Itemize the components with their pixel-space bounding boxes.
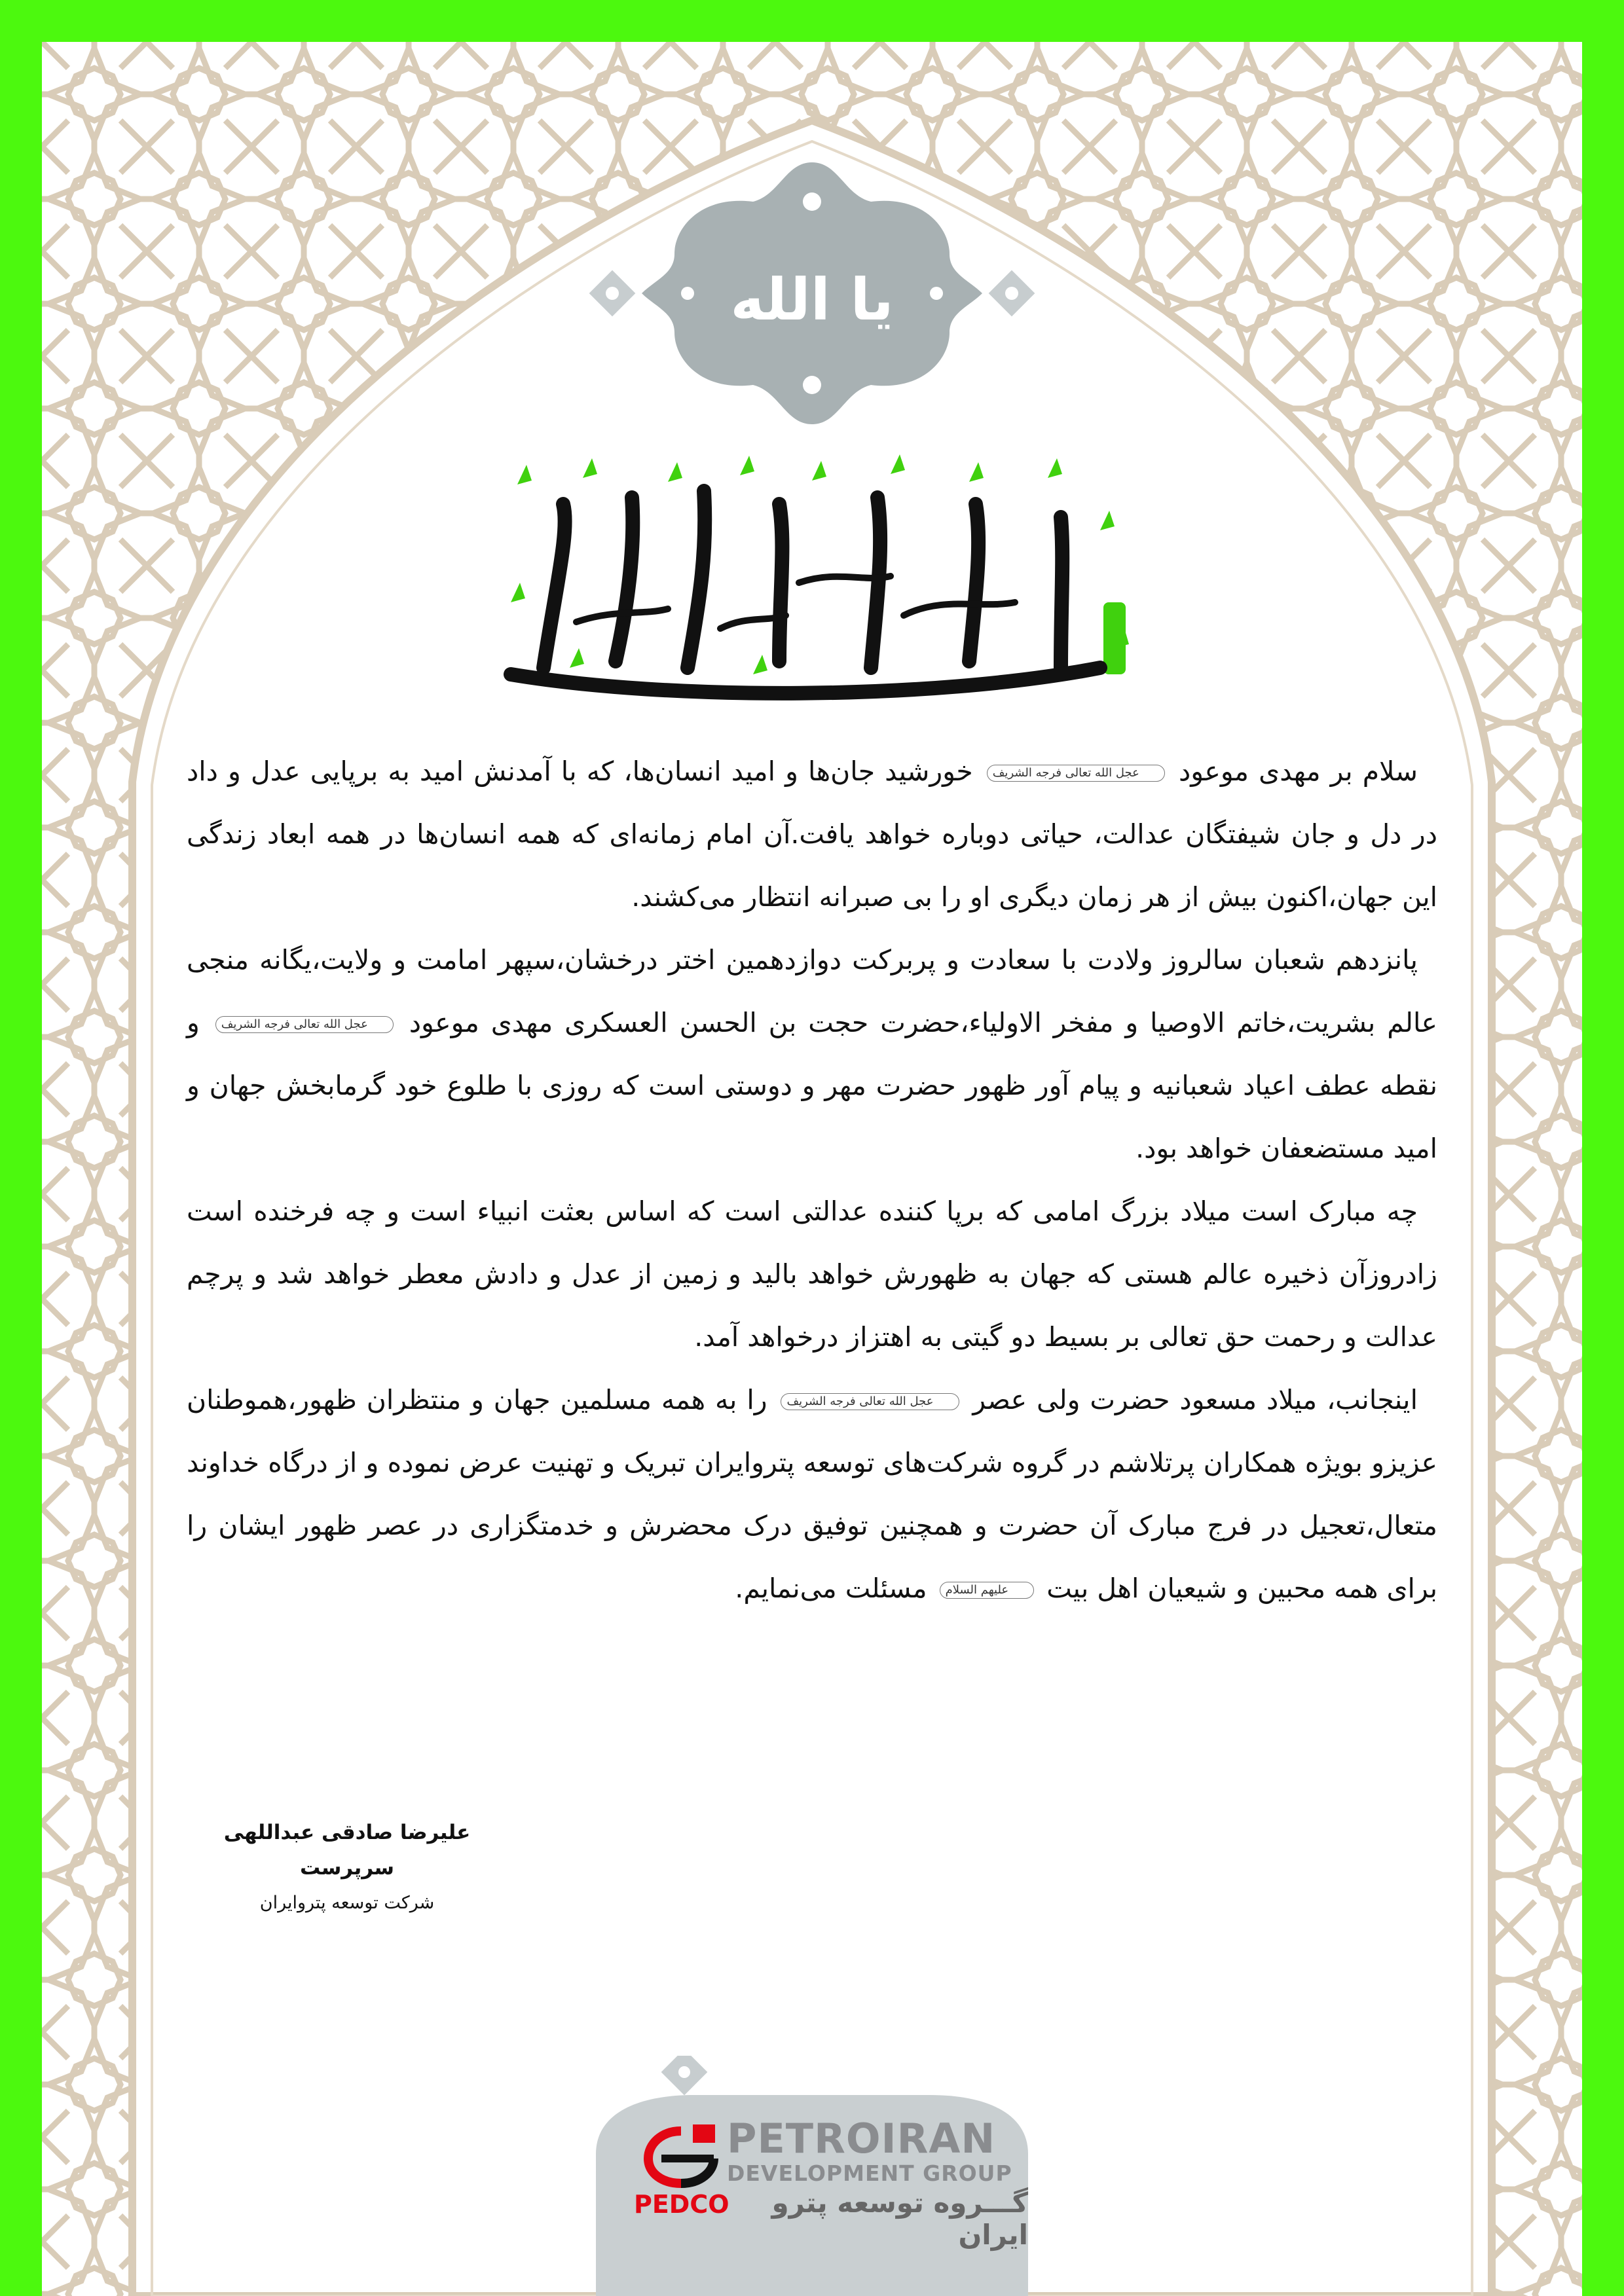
paragraph-2-part-1: پانزدهم شعبان سالروز ولادت با سعادت و پربرکت دوازدهمین اختر درخشان،سپهر امامت و ولایت،یگانه منجی عالم بشریت،خاتم الاوصیا و مفخر الاولیاء،حضرت حجت بن الحسن العسکری مهدی موعود — [187, 944, 1437, 1038]
paragraph-1-part-1: سلام بر مهدی موعود — [1178, 756, 1418, 787]
seal-medallion — [583, 156, 1041, 431]
company-logo-block — [596, 2056, 1028, 2296]
honorific-mahdi-3: عجل الله تعالی فرجه الشریف — [781, 1393, 959, 1410]
paragraph-1 — [187, 740, 1437, 928]
signatory-title: سرپرست — [300, 1856, 394, 1880]
letter-body — [187, 740, 1437, 1620]
paragraph-4-part-1: اینجانب، میلاد مسعود حضرت ولی عصر — [972, 1384, 1418, 1415]
logo-subtitle-en: DEVELOPMENT GROUP — [727, 2160, 1012, 2186]
pedco-emblem-icon — [642, 2118, 720, 2190]
paragraph-3-part-1: چه مبارک است میلاد بزرگ امامی که برپا کننده عدالتی است که اساس بعثت انبیاء است و چه فرخنده است زادروزآن ذخیره عالم هستی که جهان به ظهورش خواهد بالید و زمین از عدل و دادش معطر خواهد شد و پرچم عدالت و رحمت حق تعالی بر بسیط دو گیتی به اهتزاز درخواهد آمد. — [187, 1195, 1437, 1353]
signature-block — [216, 1815, 478, 1921]
paragraph-1-part-2: خورشید جان‌ها و امید انسان‌ها، که با آمدنش امید به برپایی عدل و داد در دل و جان شیفتگان عدالت، حیاتی دوباره خواهد یافت.آن امام زمانه‌ای که همه انسان‌ها در همه ابعاد زندگی این جهان،اکنون بیش از هر زمان دیگری او را بی صبرانه انتظار می‌کشند. — [187, 756, 1437, 913]
logo-name-fa: گـــروه توسعه پترو ایران — [771, 2187, 1028, 2251]
honorific-ahlulbayt: علیهم السلام — [940, 1582, 1035, 1599]
paragraph-3 — [187, 1180, 1437, 1368]
logo-name-en: PETROIRAN — [727, 2115, 996, 2162]
seal-text: یا الله — [730, 266, 894, 333]
paragraph-2-part-2: و نقطه عطف اعیاد شعبانیه و پیام آور ظهور حضرت مهر و دوستی است که روزی با طلوع خود گرمابخش جهان و امید مستضعفان خواهد بود. — [187, 1007, 1437, 1164]
signatory-company: شرکت توسعه پتروایران — [259, 1893, 435, 1913]
paragraph-2 — [187, 928, 1437, 1180]
calligraphy-text: یا اباصالح المهدی — [809, 707, 815, 708]
signatory-name: علیرضا صادقی عبداللهی — [223, 1821, 471, 1844]
honorific-mahdi-2: عجل الله تعالی فرجه الشریف — [215, 1016, 394, 1033]
calligraphy-title — [471, 452, 1153, 714]
paragraph-4 — [187, 1368, 1437, 1620]
paragraph-4-part-3: مسئلت می‌نمایم. — [735, 1573, 927, 1604]
honorific-mahdi-1: عجل الله تعالی فرجه الشریف — [987, 765, 1165, 782]
logo-abbr: PEDCO — [634, 2190, 729, 2219]
paragraph-4-part-2: را به همه مسلمین جهان و منتظران ظهور،هموطنان عزیزو بویژه همکاران پرتلاشم در گروه شرکت‌های توسعه پتروایران تبریک و تهنیت عرض نموده و از درگاه خداوند متعال،تعجیل در فرج مبارک آن حضرت و همچنین توفیق درک محضرش و خدمتگزاری در عصر ظهور ایشان را برای همه محبین و شیعیان اهل بیت — [187, 1384, 1437, 1604]
